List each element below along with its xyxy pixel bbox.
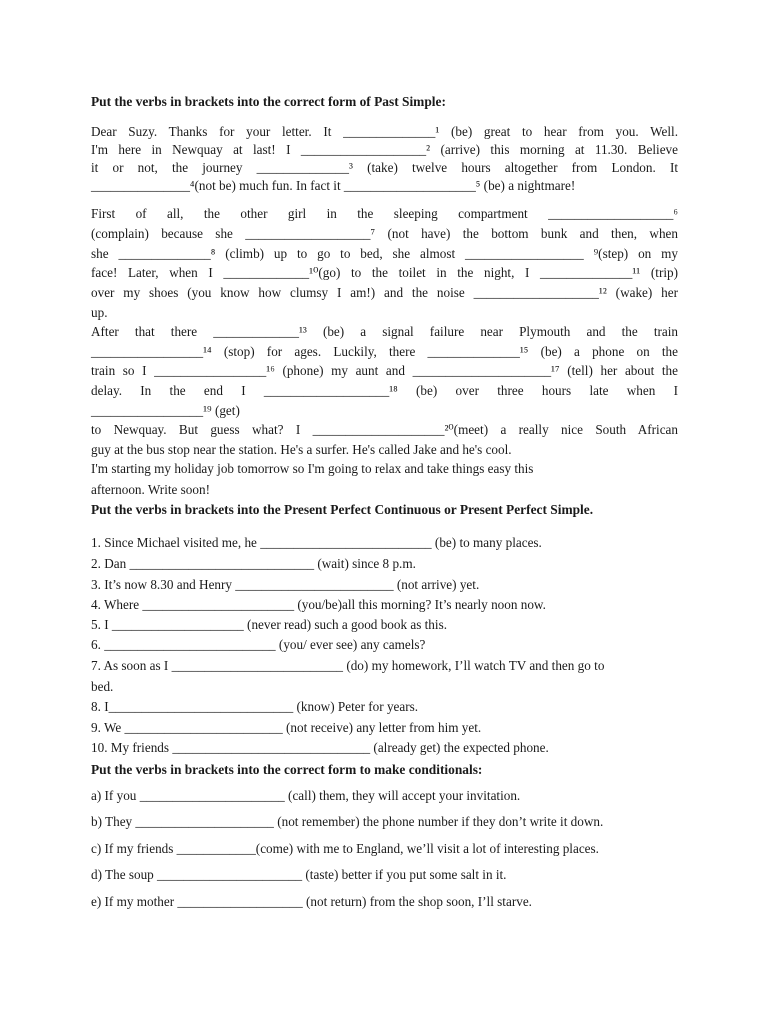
exercise-item: 6. __________________________ (you/ ever see) any camels?: [91, 637, 426, 652]
letter-line: (complain) because she ___________________⁷ (not have) the bottom bunk and then, when: [91, 226, 678, 241]
section1-heading: Put the verbs in brackets into the correct form of Past Simple:: [91, 94, 446, 109]
exercise-item: b) They _____________________ (not remember) the phone number if they don’t write it down.: [91, 814, 604, 829]
letter-line: guy at the bus stop near the station. He's a surfer. He's called Jake and he's cool.: [91, 442, 512, 457]
exercise-item: 1. Since Michael visited me, he __________________________ (be) to many places.: [91, 535, 542, 550]
exercise-item: 4. Where _______________________ (you/be)all this morning? It’s nearly noon now.: [91, 597, 546, 612]
section2-heading: Put the verbs in brackets into the Present Perfect Continuous or Present Perfect Simple.: [91, 502, 594, 517]
letter-line: _______________⁴(not be) much fun. In fact it ____________________⁵ (be) a nightmare!: [91, 178, 576, 193]
section3-heading: Put the verbs in brackets into the correct form to make conditionals:: [91, 762, 483, 777]
letter-line: delay. In the end I ___________________¹⁸ (be) over three hours late when I: [91, 383, 678, 398]
letter-line: train so I _________________¹⁶ (phone) my aunt and _____________________¹⁷ (tell) her about the: [91, 363, 678, 378]
letter-line: up.: [91, 305, 108, 320]
letter-line: _________________¹⁹ (get): [91, 403, 240, 418]
exercise-item: d) The soup ______________________ (taste) better if you put some salt in it.: [91, 867, 507, 882]
exercise-item: e) If my mother ___________________ (not return) from the shop soon, I’ll starve.: [91, 894, 532, 909]
exercise-item: 8. I____________________________ (know) Peter for years.: [91, 699, 419, 714]
letter-line: I'm starting my holiday job tomorrow so I'm going to relax and take things easy this: [91, 461, 534, 476]
exercise-item: c) If my friends ____________(come) with me to England, we’ll visit a lot of interesting places.: [91, 841, 599, 856]
letter-line: I'm here in Newquay at last! I ___________________² (arrive) this morning at 11.30. Believe: [91, 142, 678, 157]
exercise-item: 2. Dan ____________________________ (wait) since 8 p.m.: [91, 556, 416, 571]
letter-line: she ______________⁸ (climb) up to go to bed, she almost __________________ ⁹(step) on my: [91, 246, 678, 261]
letter-line: First of all, the other girl in the sleeping compartment ___________________⁶: [91, 206, 678, 221]
letter-line: over my shoes (you know how clumsy I am!) and the noise ___________________¹² (wake) her: [91, 285, 678, 300]
exercise-item: 10. My friends ______________________________ (already get) the expected phone.: [91, 740, 549, 755]
letter-line: After that there _____________¹³ (be) a signal failure near Plymouth and the train: [91, 324, 678, 339]
exercise-item: bed.: [91, 679, 114, 694]
letter-line: it or not, the journey ______________³ (take) twelve hours altogether from London. It: [91, 160, 678, 175]
letter-line: afternoon. Write soon!: [91, 482, 210, 497]
letter-line: face! Later, when I _____________¹⁰(go) to the toilet in the night, I ______________¹¹ (trip): [91, 265, 678, 280]
letter-line: to Newquay. But guess what? I ____________________²⁰(meet) a really nice South African: [91, 422, 678, 437]
exercise-item: a) If you ______________________ (call) them, they will accept your invitation.: [91, 788, 521, 803]
letter-line: Dear Suzy. Thanks for your letter. It ______________¹ (be) great to hear from you. Well.: [91, 124, 678, 139]
exercise-item: 9. We ________________________ (not receive) any letter from him yet.: [91, 720, 482, 735]
letter-line: _________________¹⁴ (stop) for ages. Luckily, there ______________¹⁵ (be) a phone on the: [91, 344, 678, 359]
exercise-item: 5. I ____________________ (never read) such a good book as this.: [91, 617, 447, 632]
exercise-item: 7. As soon as I __________________________ (do) my homework, I’ll watch TV and then go to: [91, 658, 605, 673]
exercise-item: 3. It’s now 8.30 and Henry ________________________ (not arrive) yet.: [91, 577, 480, 592]
